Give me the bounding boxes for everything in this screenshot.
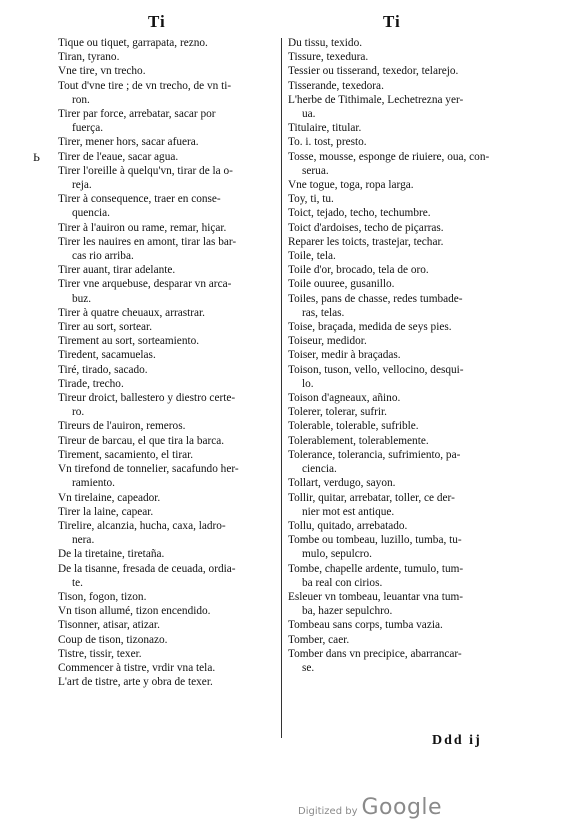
dictionary-entry <box>58 633 278 647</box>
dictionary-entry <box>58 334 278 348</box>
dictionary-entry <box>288 249 513 263</box>
entry-line: Tirer à consequence, traer en conse- <box>58 193 221 206</box>
dictionary-entry <box>58 618 278 632</box>
dictionary-entry <box>288 348 513 362</box>
running-header-left: Ti <box>148 12 166 31</box>
dictionary-entry <box>288 135 513 149</box>
signature-mark: Ddd ij <box>432 733 482 748</box>
dictionary-entry <box>288 292 513 320</box>
entry-continuation: nier mot est antique. <box>302 505 395 518</box>
dictionary-entry <box>58 135 278 149</box>
entry-line: Vne togue, toga, ropa larga. <box>288 179 414 192</box>
entry-line: Tomber, caer. <box>288 633 350 646</box>
entry-line: Tiredent, sacamuelas. <box>58 349 156 362</box>
entry-line: Tolerablement, tolerablemente. <box>288 434 429 447</box>
dictionary-entry <box>58 647 278 661</box>
dictionary-entry <box>288 79 513 93</box>
entry-line: Toiser, medir à braçadas. <box>288 349 401 362</box>
entry-line: Tison, fogon, tizon. <box>58 590 147 603</box>
entry-line: Tirer par force, arrebatar, sacar por <box>58 108 216 121</box>
entry-line: Vn tison allumé, tizon encendido. <box>58 605 211 618</box>
dictionary-entry <box>288 419 513 433</box>
entry-line: Tirer la laine, capear. <box>58 505 154 518</box>
dictionary-entry <box>58 50 278 64</box>
entry-continuation: ba real con cirios. <box>302 576 383 589</box>
entry-continuation: te. <box>72 576 83 589</box>
dictionary-entry <box>288 50 513 64</box>
entry-line: Tirement au sort, sorteamiento. <box>58 335 200 348</box>
entry-continuation: buz. <box>72 292 92 305</box>
dictionary-entry <box>58 590 278 604</box>
entry-continuation: se. <box>302 661 315 674</box>
dictionary-entry <box>288 150 513 178</box>
entry-continuation: reja. <box>72 179 92 192</box>
entry-line: Tirer l'oreille à quelqu'vn, tirar de la o- <box>58 164 233 177</box>
entry-continuation: ba, hazer sepulchro. <box>302 605 393 618</box>
dictionary-entry <box>58 661 278 675</box>
dictionary-entry <box>288 448 513 476</box>
dictionary-entry <box>58 277 278 305</box>
dictionary-entry <box>58 519 278 547</box>
dictionary-entry <box>288 519 513 533</box>
right-column <box>288 36 513 675</box>
dictionary-entry <box>288 476 513 490</box>
entry-continuation: ras, telas. <box>302 306 345 319</box>
dictionary-entry <box>288 633 513 647</box>
entry-line: Toison, tuson, vello, vellocino, desqui- <box>288 363 464 376</box>
dictionary-entry <box>288 320 513 334</box>
dictionary-entry <box>288 647 513 675</box>
entry-line: Tombe, chapelle ardente, tumulo, tum- <box>288 562 464 575</box>
dictionary-entry <box>288 178 513 192</box>
entry-line: Tistre, tissir, texer. <box>58 647 142 660</box>
watermark-brand: Google <box>361 795 443 820</box>
dictionary-entry <box>288 405 513 419</box>
entry-line: Tirer de l'eaue, sacar agua. <box>58 150 179 163</box>
dictionary-entry <box>58 164 278 192</box>
running-header-right: Ti <box>383 12 401 31</box>
dictionary-entry <box>288 363 513 391</box>
dictionary-entry <box>58 348 278 362</box>
entry-line: Toy, ti, tu. <box>288 193 334 206</box>
entry-continuation: ron. <box>72 93 90 106</box>
entry-continuation: ua. <box>302 108 316 121</box>
entry-continuation: serua. <box>302 164 329 177</box>
entry-line: Toiles, pans de chasse, redes tumbade- <box>288 292 463 305</box>
dictionary-entry <box>58 107 278 135</box>
dictionary-entry <box>58 377 278 391</box>
entry-line: Reparer les toicts, trastejar, techar. <box>288 235 444 248</box>
entry-line: Tomber dans vn precipice, abarrancar- <box>288 647 462 660</box>
dictionary-entry <box>288 64 513 78</box>
dictionary-entry <box>288 562 513 590</box>
dictionary-entry <box>58 192 278 220</box>
entry-continuation: ro. <box>72 406 85 419</box>
entry-line: Vne tire, vn trecho. <box>58 65 146 78</box>
dictionary-entry <box>288 533 513 561</box>
entry-line: Tireur de barcau, el que tira la barca. <box>58 434 225 447</box>
entry-continuation: cas rio arriba. <box>72 250 134 263</box>
dictionary-entry <box>58 604 278 618</box>
dictionary-entry <box>288 277 513 291</box>
entry-line: Tombeau sans corps, tumba vazia. <box>288 619 443 632</box>
dictionary-entry <box>58 79 278 107</box>
entry-line: Tirer auant, tirar adelante. <box>58 264 176 277</box>
entry-line: Tirer à l'auiron ou rame, remar, hiçar. <box>58 221 227 234</box>
entry-line: Du tissu, texido. <box>288 37 363 49</box>
dictionary-entry <box>58 235 278 263</box>
entry-line: Vn tirelaine, capeador. <box>58 491 161 504</box>
dictionary-entry <box>288 491 513 519</box>
entry-line: Toile d'or, brocado, tela de oro. <box>288 264 429 277</box>
dictionary-entry <box>58 221 278 235</box>
entry-line: Titulaire, titular. <box>288 122 362 135</box>
entry-line: Commencer à tistre, vrdir vna tela. <box>58 661 216 674</box>
entry-line: Tique ou tiquet, garrapata, rezno. <box>58 37 208 49</box>
dictionary-entry <box>288 618 513 632</box>
dictionary-entry <box>288 192 513 206</box>
entry-line: Tirer à quatre cheuaux, arrastrar. <box>58 306 206 319</box>
dictionary-entry <box>288 36 513 50</box>
entry-line: Toison d'agneaux, añino. <box>288 392 401 405</box>
dictionary-entry <box>288 121 513 135</box>
dictionary-entry <box>288 263 513 277</box>
entry-line: Tireur droict, ballestero y diestro certe- <box>58 392 236 405</box>
dictionary-entry <box>288 434 513 448</box>
dictionary-entry <box>58 363 278 377</box>
dictionary-entry <box>58 462 278 490</box>
left-column <box>58 36 278 689</box>
dictionary-entry <box>58 263 278 277</box>
entry-line: Tireurs de l'auiron, remeros. <box>58 420 186 433</box>
entry-line: Esleuer vn tombeau, leuantar vna tum- <box>288 590 464 603</box>
entry-line: To. i. tost, presto. <box>288 136 367 149</box>
entry-continuation: ciencia. <box>302 463 337 476</box>
dictionary-entry <box>58 36 278 50</box>
dictionary-entry <box>58 448 278 462</box>
entry-continuation: lo. <box>302 377 314 390</box>
entry-line: Toise, braçada, medida de seys pies. <box>288 321 452 334</box>
entry-line: Toile, tela. <box>288 250 336 263</box>
dictionary-entry <box>58 434 278 448</box>
entry-line: Tiré, tirado, sacado. <box>58 363 148 376</box>
dictionary-entry <box>58 491 278 505</box>
margin-mark: Ь <box>33 150 40 164</box>
entry-line: Toict, tejado, techo, techumbre. <box>288 207 431 220</box>
entry-line: Tiran, tyrano. <box>58 51 120 64</box>
entry-line: Tirer les nauires en amont, tirar las bar- <box>58 235 237 248</box>
entry-line: Tisserande, texedora. <box>288 79 384 92</box>
dictionary-entry <box>288 221 513 235</box>
entry-line: De la tisanne, fresada de ceuada, ordia- <box>58 562 236 575</box>
entry-continuation: fuerça. <box>72 122 104 135</box>
entry-line: Tisonner, atisar, atizar. <box>58 619 160 632</box>
dictionary-entry <box>288 206 513 220</box>
dictionary-entry <box>58 547 278 561</box>
entry-line: Tirer vne arquebuse, desparar vn arca- <box>58 278 232 291</box>
dictionary-entry <box>58 419 278 433</box>
entry-continuation: quencia. <box>72 207 110 220</box>
dictionary-entry <box>288 93 513 121</box>
entry-line: Tirer au sort, sortear. <box>58 321 153 334</box>
entry-line: Tissure, texedura. <box>288 51 369 64</box>
entry-line: Tollir, quitar, arrebatar, toller, ce der- <box>288 491 455 504</box>
entry-line: Tirer, mener hors, sacar afuera. <box>58 136 199 149</box>
dictionary-entry <box>58 306 278 320</box>
dictionary-entry <box>58 320 278 334</box>
entry-line: L'art de tistre, arte y obra de texer. <box>58 676 213 689</box>
entry-line: Tessier ou tisserand, texedor, telarejo. <box>288 65 459 78</box>
entry-line: Coup de tison, tizonazo. <box>58 633 168 646</box>
dictionary-entry <box>58 562 278 590</box>
dictionary-entry <box>288 334 513 348</box>
watermark-prefix: Digitized by <box>298 806 358 817</box>
dictionary-entry <box>58 391 278 419</box>
entry-line: Tolerable, tolerable, sufrible. <box>288 420 419 433</box>
entry-continuation: mulo, sepulcro. <box>302 548 372 561</box>
entry-line: Tollart, verdugo, sayon. <box>288 477 396 490</box>
entry-line: Tolerer, tolerar, sufrir. <box>288 406 387 419</box>
entry-line: Vn tirefond de tonnelier, sacafundo her- <box>58 463 239 476</box>
entry-line: Tosse, mousse, esponge de riuiere, oua, con- <box>288 150 490 163</box>
dictionary-entry <box>58 505 278 519</box>
dictionary-entry <box>58 150 278 164</box>
dictionary-entry <box>288 590 513 618</box>
dictionary-entry <box>58 675 278 689</box>
column-rule <box>281 38 282 738</box>
entry-line: Tout d'vne tire ; de vn trecho, de vn ti- <box>58 79 232 92</box>
entry-continuation: nera. <box>72 534 95 547</box>
entry-line: Tirement, sacamiento, el tirar. <box>58 448 194 461</box>
entry-line: Tolerance, tolerancia, sufrimiento, pa- <box>288 448 461 461</box>
entry-line: Tombe ou tombeau, luzillo, tumba, tu- <box>288 534 462 547</box>
entry-line: Tirade, trecho. <box>58 377 124 390</box>
entry-line: De la tiretaine, tiretaña. <box>58 548 165 561</box>
dictionary-entry <box>288 391 513 405</box>
entry-line: Tirelire, alcanzia, hucha, caxa, ladro- <box>58 519 226 532</box>
dictionary-entry <box>288 235 513 249</box>
entry-continuation: ramiento. <box>72 477 115 490</box>
entry-line: Tollu, quitado, arrebatado. <box>288 519 408 532</box>
entry-line: Toict d'ardoises, techo de piçarras. <box>288 221 444 234</box>
entry-line: L'herbe de Tithimale, Lechetrezna yer- <box>288 93 464 106</box>
dictionary-entry <box>58 64 278 78</box>
entry-line: Toile ouuree, gusanillo. <box>288 278 395 291</box>
entry-line: Toiseur, medidor. <box>288 335 367 348</box>
digitized-watermark <box>298 795 442 820</box>
